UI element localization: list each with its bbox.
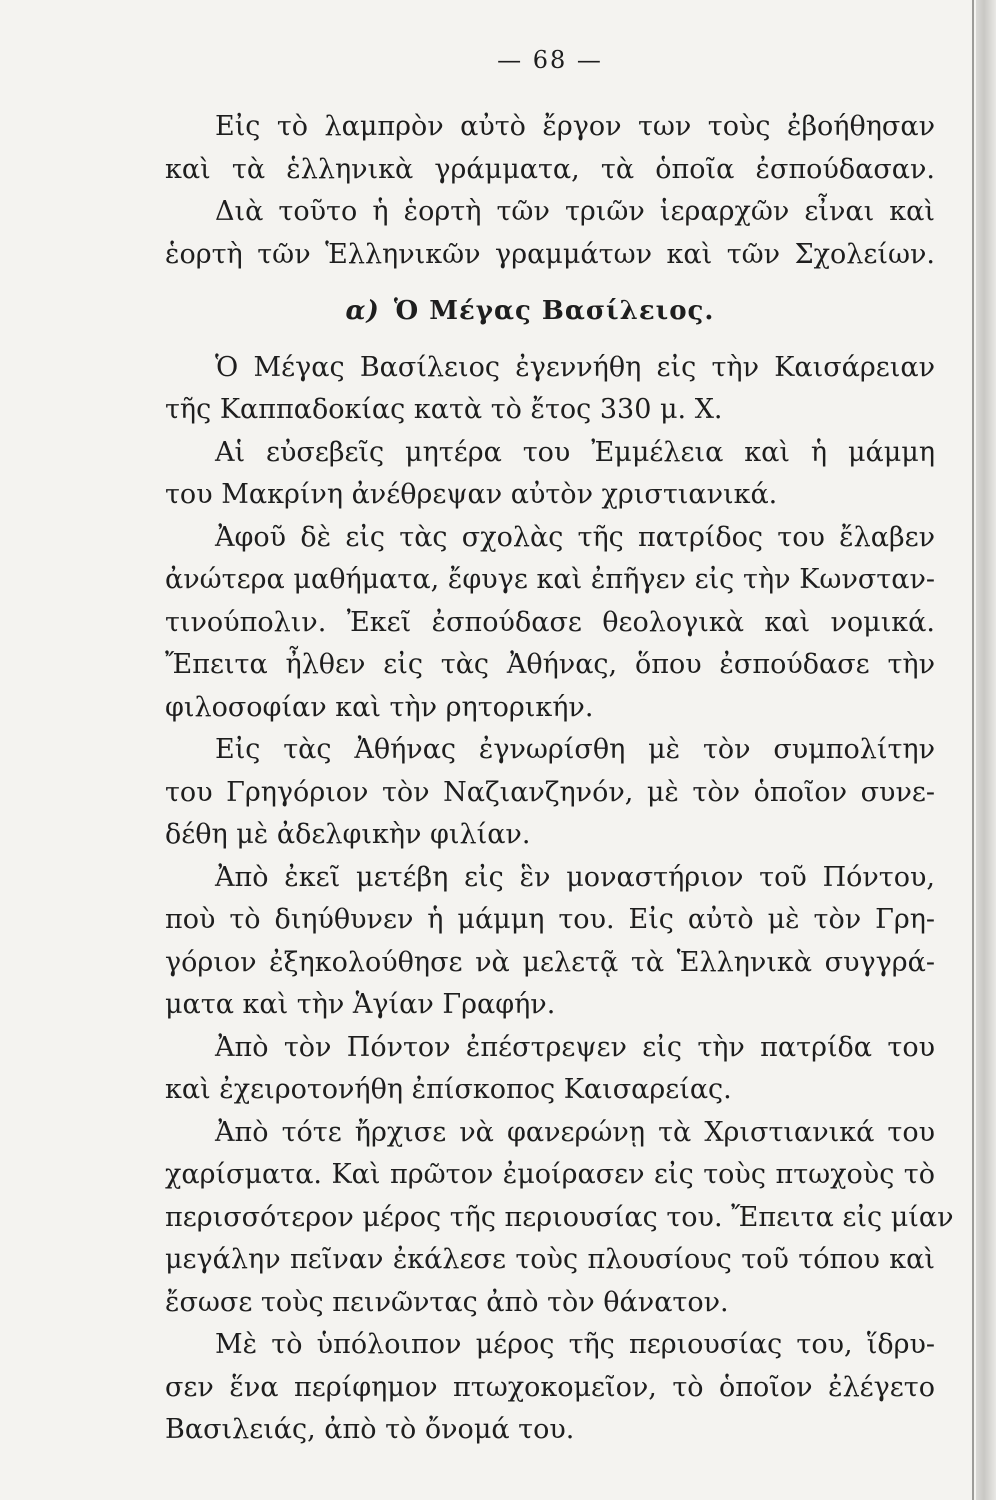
text-line: γόριον ἐξηκολούθησε νὰ μελετᾷ τὰ Ἑλληνικὰ συγγρά- — [165, 946, 935, 978]
page-number: — 68 — — [497, 46, 603, 74]
text-line: Εἰς τὸ λαμπρὸν αὐτὸ ἔργον των τοὺς ἐβοήθησαν — [215, 111, 935, 142]
text-line: Μὲ τὸ ὑπόλοιπον μέρος τῆς περιουσίας του, ἵδρυ- — [215, 1329, 935, 1360]
section-heading — [165, 290, 935, 333]
section-title: Ὁ Μέγας Βασίλειος. — [393, 296, 715, 326]
text-line: Βασιλειάς, ἀπὸ τὸ ὄνομά του. — [165, 1414, 575, 1445]
text-line: φιλοσοφίαν καὶ τὴν ρητορικήν. — [165, 691, 594, 723]
text-line: ἔσωσε τοὺς πεινῶντας ἀπὸ τὸν θάνατον. — [165, 1286, 729, 1318]
text-line: Ἔπειτα ἦλθεν εἰς τὰς Ἀθήνας, ὅπου ἐσπούδασε τὴν — [165, 649, 935, 680]
text-line: Διὰ τοῦτο ἡ ἑορτὴ τῶν τριῶν ἱεραρχῶν εἶναι καὶ — [215, 196, 935, 227]
text-line: καὶ τὰ ἑλληνικὰ γράμματα, τὰ ὁποῖα ἐσπούδασαν. — [165, 153, 935, 185]
text-line: σεν ἕνα περίφημον πτωχοκομεῖον, τὸ ὁποῖον ἐλέγετο — [165, 1371, 935, 1403]
text-line: του Μακρίνη ἀνέθρεψαν αὐτὸν χριστιανικά. — [165, 479, 778, 510]
page-text — [165, 106, 954, 1452]
text-line: Εἰς τὰς Ἀθήνας ἐγνωρίσθη μὲ τὸν συμπολίτην — [215, 734, 935, 765]
text-line: ἀνώτερα μαθήματα, ἔφυγε καὶ ἐπῆγεν εἰς τὴν Κωνσταν- — [165, 564, 935, 595]
text-line: καὶ ἐχειροτονήθη ἐπίσκοπος Καισαρείας. — [165, 1074, 732, 1105]
text-line: ποὺ τὸ διηύθυνεν ἡ μάμμη του. Εἰς αὐτὸ μὲ τὸν Γρη- — [165, 904, 935, 935]
text-line: Ὁ Μέγας Βασίλειος ἐγεννήθη εἰς τὴν Καισάρειαν — [215, 351, 935, 383]
text-line: μεγάλην πεῖναν ἐκάλεσε τοὺς πλουσίους τοῦ τόπου καὶ — [165, 1244, 935, 1275]
text-line: τῆς Καππαδοκίας κατὰ τὸ ἔτος 330 μ. Χ. — [165, 394, 723, 425]
text-line: Ἀφοῦ δὲ εἰς τὰς σχολὰς τῆς πατρίδος του ἔλαβεν — [215, 521, 935, 553]
text-line: Ἀπὸ τὸν Πόντον ἐπέστρεψεν εἰς τὴν πατρίδα του — [215, 1031, 935, 1063]
text-line: χαρίσματα. Καὶ πρῶτον ἐμοίρασεν εἰς τοὺς πτωχοὺς τὸ — [165, 1159, 935, 1190]
section-marker: α) — [345, 296, 380, 326]
text-line: ματα καὶ τὴν Ἁγίαν Γραφήν. — [165, 989, 556, 1020]
text-line: Ἀπὸ ἐκεῖ μετέβη εἰς ἓν μοναστήριον τοῦ Πόντου, — [215, 861, 935, 893]
text-line: δέθη μὲ ἀδελφικὴν φιλίαν. — [165, 819, 531, 850]
page-edge-divider — [972, 0, 974, 1500]
text-line: Αἱ εὐσεβεῖς μητέρα του Ἐμμέλεια καὶ ἡ μάμμη — [215, 436, 935, 468]
text-line: του Γρηγόριον τὸν Ναζιανζηνόν, μὲ τὸν ὁποῖον συνε- — [165, 776, 935, 808]
adjacent-page-edge — [976, 0, 996, 1500]
text-line: περισσότερον μέρος τῆς περιουσίας του. Ἔπειτα εἰς μίαν — [165, 1201, 954, 1233]
text-line: τινούπολιν. Ἐκεῖ ἐσπούδασε θεολογικὰ καὶ νομικά. — [165, 606, 935, 638]
text-line: Ἀπὸ τότε ἤρχισε νὰ φανερώνῃ τὰ Χριστιανικά του — [215, 1116, 935, 1148]
text-line: ἑορτὴ τῶν Ἑλληνικῶν γραμμάτων καὶ τῶν Σχολείων. — [165, 238, 935, 270]
